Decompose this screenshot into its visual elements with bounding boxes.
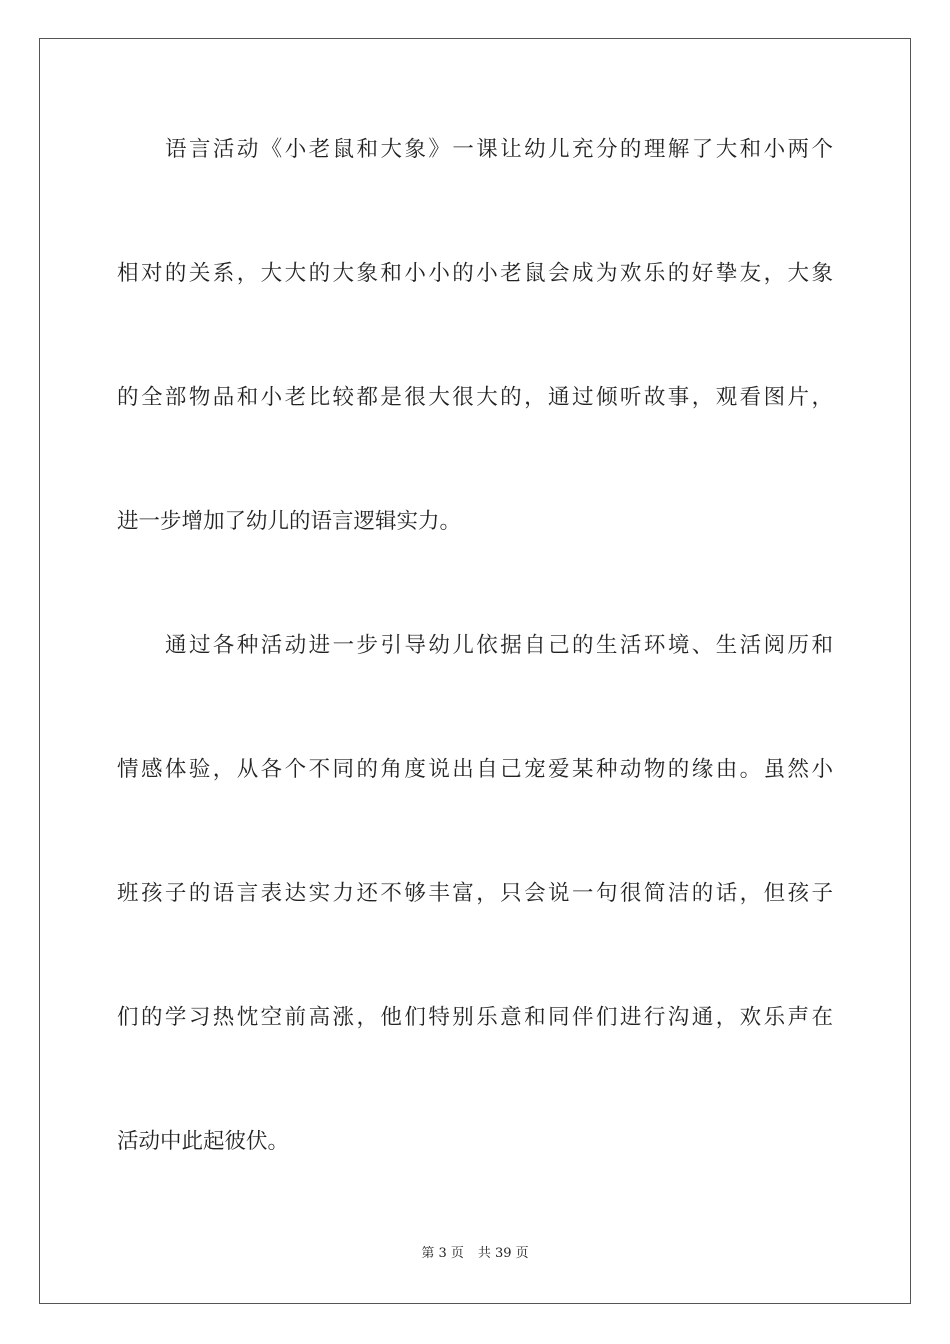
paragraph-line: 们的学习热忱空前高涨，他们特别乐意和同伴们进行沟通，欢乐声在 — [117, 1005, 833, 1030]
paragraph-line: 相对的关系，大大的大象和小小的小老鼠会成为欢乐的好挚友，大象 — [117, 261, 833, 286]
page-border — [39, 38, 911, 1304]
paragraph-line: 班孩子的语言表达实力还不够丰富，只会说一句很简洁的话，但孩子 — [117, 881, 833, 906]
paragraph-line: 情感体验，从各个不同的角度说出自己宠爱某种动物的缘由。虽然小 — [117, 757, 833, 782]
paragraph-line: 的全部物品和小老比较都是很大很大的，通过倾听故事，观看图片， — [117, 385, 833, 410]
paragraph-line: 语言活动《小老鼠和大象》一课让幼儿充分的理解了大和小两个 — [165, 137, 833, 162]
paragraph-line: 通过各种活动进一步引导幼儿依据自己的生活环境、生活阅历和 — [165, 633, 833, 658]
total-pages: 共 39 页 — [477, 1246, 529, 1261]
page-footer — [0, 1245, 950, 1263]
paragraph-line: 活动中此起彼伏。 — [117, 1129, 290, 1154]
page-number: 第 3 页 — [421, 1246, 464, 1261]
paragraph-line: 进一步增加了幼儿的语言逻辑实力。 — [117, 509, 462, 534]
